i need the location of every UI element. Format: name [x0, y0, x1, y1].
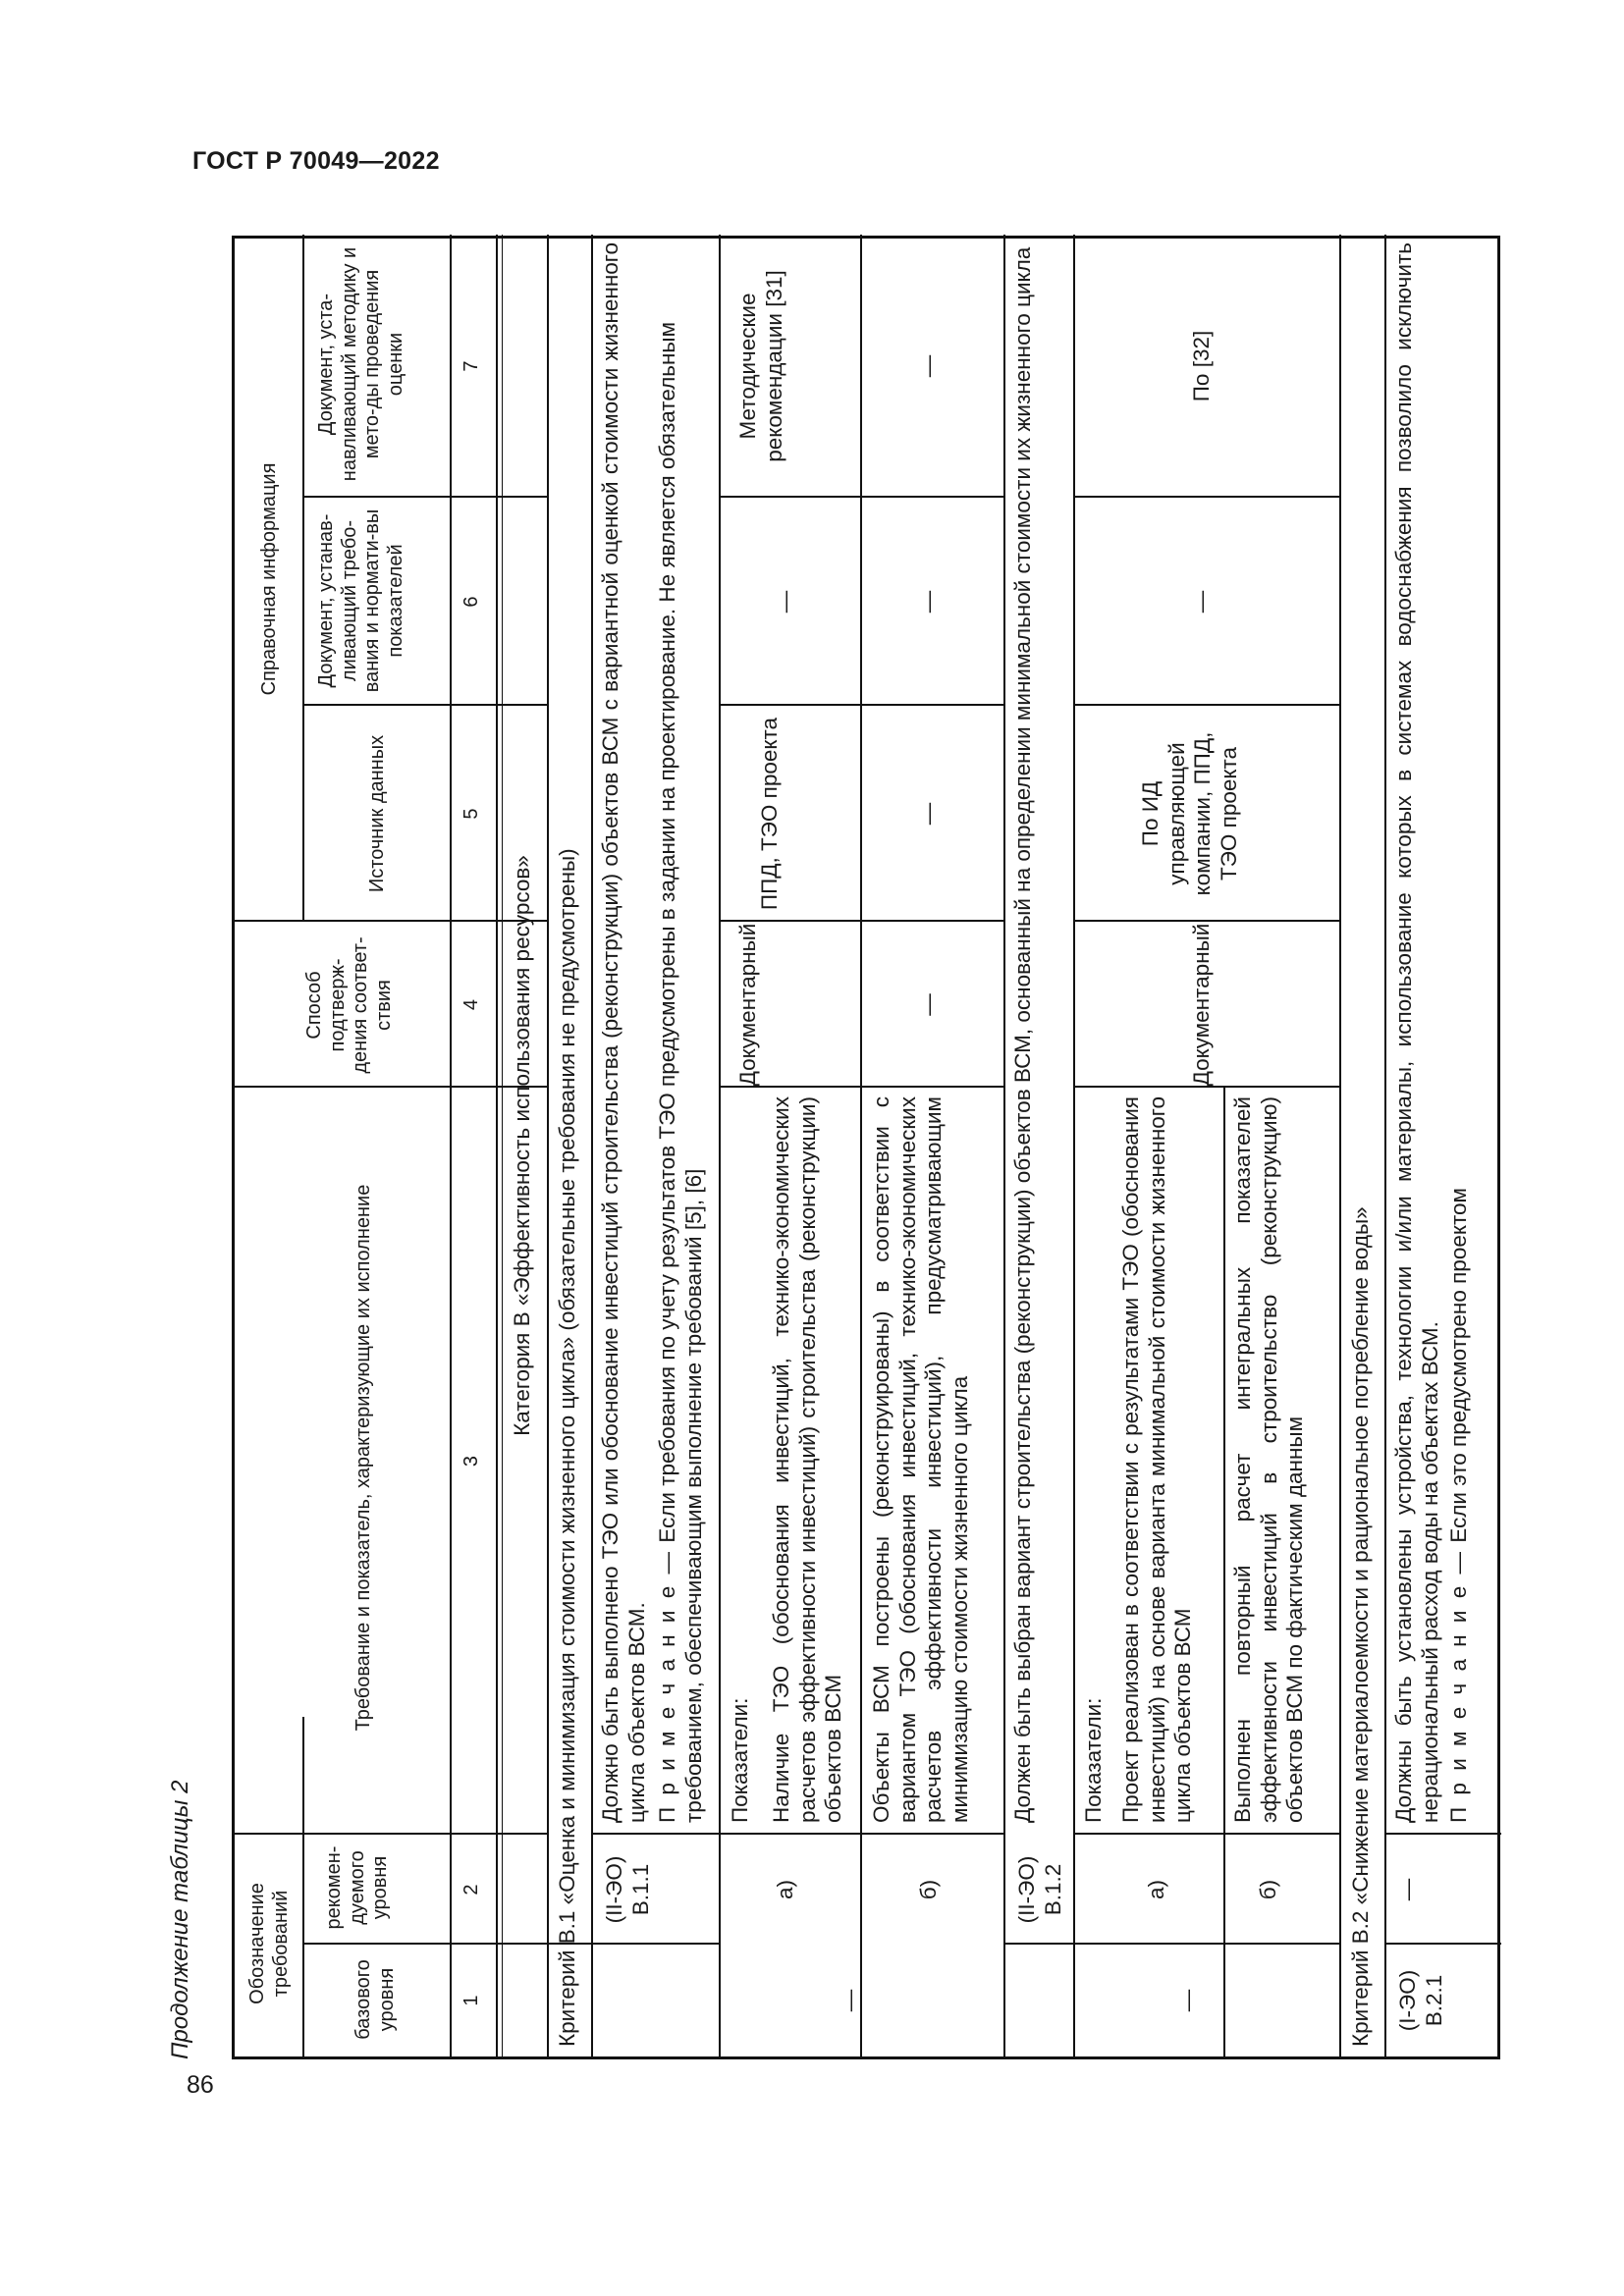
requirements-table	[232, 236, 1500, 2059]
b12-indicators-label: Показатели:	[1081, 1697, 1106, 1823]
header-group-divider	[302, 1717, 304, 2056]
col-number-6: 6	[460, 596, 482, 608]
b12-requirement: Должен быть выбран вариант строительства (реконструкции) объектов ВСМ, основанный на определении минимальной стоимости их жизненного цикла	[1010, 246, 1035, 1823]
b12-b-text: Выполнен повторный расчет интегральных показателей эффективности инвестиций в строительство (реконструкцию) объектов ВСМ по фактическим данным	[1230, 1096, 1308, 1823]
header-col2: рекомен-дуемого уровня	[323, 1845, 392, 1930]
b11-a-doc6: —	[773, 590, 797, 614]
col5-col6-divider-b11	[719, 704, 1003, 706]
b21-note	[1446, 242, 1473, 1823]
b12-bottom-line	[1339, 235, 1341, 2056]
b12-doc6: —	[1189, 590, 1214, 614]
numbers-bottom-line	[496, 235, 498, 2056]
b11-bottom-line	[1003, 235, 1005, 2056]
header-designation-group: Обозначение требований	[246, 1883, 292, 2004]
b11-method: Документарный	[735, 923, 760, 1087]
col-number-4: 4	[460, 998, 482, 1011]
header-col6: Документ, устанав-ливающий требо-вания и нормати-вы показателей	[315, 508, 406, 693]
header-bottom-line	[450, 235, 452, 2056]
b11-b-doc6: —	[916, 590, 941, 614]
b12-mid-line	[1073, 235, 1075, 2056]
b12-a-text: Проект реализован в соответствии с результатами ТЭО (обоснования инвестиций) на основе варианта минимальной стоимости жизненного цикла объектов ВСМ	[1118, 1096, 1196, 1823]
numbers-double-line	[502, 235, 503, 2056]
b12-a-bottom-line	[1223, 1088, 1225, 2056]
b11-a-text: Наличие ТЭО (обоснования инвестиций, технико-экономических расчетов эффективности инвестиций) строительства (реконструкции) объектов ВСМ	[769, 1096, 846, 1823]
col-number-7: 7	[460, 360, 482, 372]
b21-requirement: Должны быть установлены устройства, технологии и/или материалы, использование которых в системах водоснабжения позволило исключить нерациональный расход воды на объектах ВСМ.	[1391, 242, 1442, 1823]
col2-col3-divider	[235, 1833, 547, 1835]
b11-b-method: —	[916, 993, 941, 1016]
b11-a-source: ППД, ТЭО проекта	[757, 717, 782, 911]
document-code: ГОСТ Р 70049—2022	[192, 147, 440, 175]
b21-recommended-level: —	[1395, 1878, 1420, 1901]
criterion-b2-bottom-line	[1384, 235, 1386, 2056]
header-col4: Способ подтверж-дения соответ-ствия	[303, 936, 395, 1074]
b12-b-letter: б)	[1256, 1879, 1280, 1900]
b12-base-level: —	[1175, 1989, 1200, 2012]
col2-col3-divider-b12	[1073, 1833, 1339, 1835]
header-reference-group: Справочная информация	[258, 462, 280, 696]
col-number-3: 3	[460, 1455, 482, 1468]
header-col3: Требование и показатель, характеризующие их исполнение	[352, 1184, 374, 1732]
col-number-5: 5	[460, 808, 482, 820]
criterion-b1-bottom-line	[591, 235, 593, 2056]
b11-code: (II-ЭО) В.1.1	[602, 1855, 653, 1924]
b11-b-letter: б)	[916, 1879, 941, 1900]
b11-b-text: Объекты ВСМ построены (реконструированы) в соответствии с вариантом ТЭО (обоснования инвестиций, технико-экономических расчетов эффективности инвестиций), предусматривающим минимизацию стоимости жизненного цикла	[869, 1096, 972, 1823]
header-col7: Документ, уста-навливающий методику и мето-ды проведения оценки	[315, 246, 406, 482]
b11-a-letter: а)	[773, 1880, 797, 1900]
col-number-1: 1	[460, 1995, 482, 2006]
page-number: 86	[187, 2071, 214, 2099]
b21-code: (I-ЭО) В.2.1	[1395, 1969, 1446, 2032]
b12-code: (II-ЭО) В.1.2	[1014, 1855, 1065, 1924]
b11-b-doc7: —	[916, 354, 941, 378]
table-continuation-caption: Продолжение таблицы 2	[167, 1780, 193, 2059]
b21-note-text: Если это предусмотрено проектом	[1446, 1188, 1471, 1543]
criterion-b2-heading: Критерий В.2 «Снижение материалоемкости и рациональное потребление воды»	[1348, 1206, 1373, 2047]
category-bottom-line	[547, 235, 549, 2056]
header-col5: Источник данных	[366, 734, 388, 893]
header-col1: базового уровня	[352, 1959, 398, 2040]
b11-b-source: —	[916, 802, 941, 826]
b11-note-label: П р и м е ч а н и е —	[655, 1549, 679, 1823]
b11-a-bottom-line	[860, 235, 862, 2056]
col6-col7-divider-b11	[719, 496, 1003, 498]
col1-col2-divider-b12	[1003, 1943, 1339, 1945]
rotated-page-content	[167, 226, 1512, 2071]
b12-a-letter: а)	[1144, 1880, 1168, 1900]
col-number-2: 2	[460, 1884, 482, 1896]
b11-base-level: —	[838, 1989, 862, 2012]
b11-note-text: Если требования по учету результатов ТЭО предусмотрены в задании на проектирование. Не является обязательным требованием, обеспечивающим выполнение требований [5], [6]	[655, 321, 706, 1823]
b11-note	[655, 242, 707, 1823]
category-heading: Категория В «Эффективность использования ресурсов»	[510, 855, 534, 1436]
b12-method: Документарный	[1189, 923, 1214, 1087]
criterion-b1-heading: Критерий В.1 «Оценка и минимизация стоимости жизненного цикла» (обязательные требования не предусмотрены)	[555, 848, 579, 2047]
b12-doc7: По [32]	[1189, 330, 1214, 402]
b11-indicators-label: Показатели:	[728, 1697, 752, 1823]
header-group-divider-ref	[302, 235, 304, 922]
b12-source: По ИД управляющей компании, ППД, ТЭО проекта	[1138, 731, 1241, 896]
b21-note-label: П р и м е ч а н и е —	[1446, 1549, 1471, 1823]
col4-col5-divider	[235, 920, 547, 922]
b11-mid-line	[719, 235, 721, 2056]
b11-requirement: Должно быть выполнено ТЭО или обоснование инвестиций строительства (реконструкции) объектов ВСМ с вариантной оценкой стоимости жизненного цикла объектов ВСМ.	[598, 242, 649, 1823]
col3-col4-divider	[235, 1086, 547, 1088]
b11-a-doc7: Методические рекомендации [31]	[735, 270, 786, 462]
